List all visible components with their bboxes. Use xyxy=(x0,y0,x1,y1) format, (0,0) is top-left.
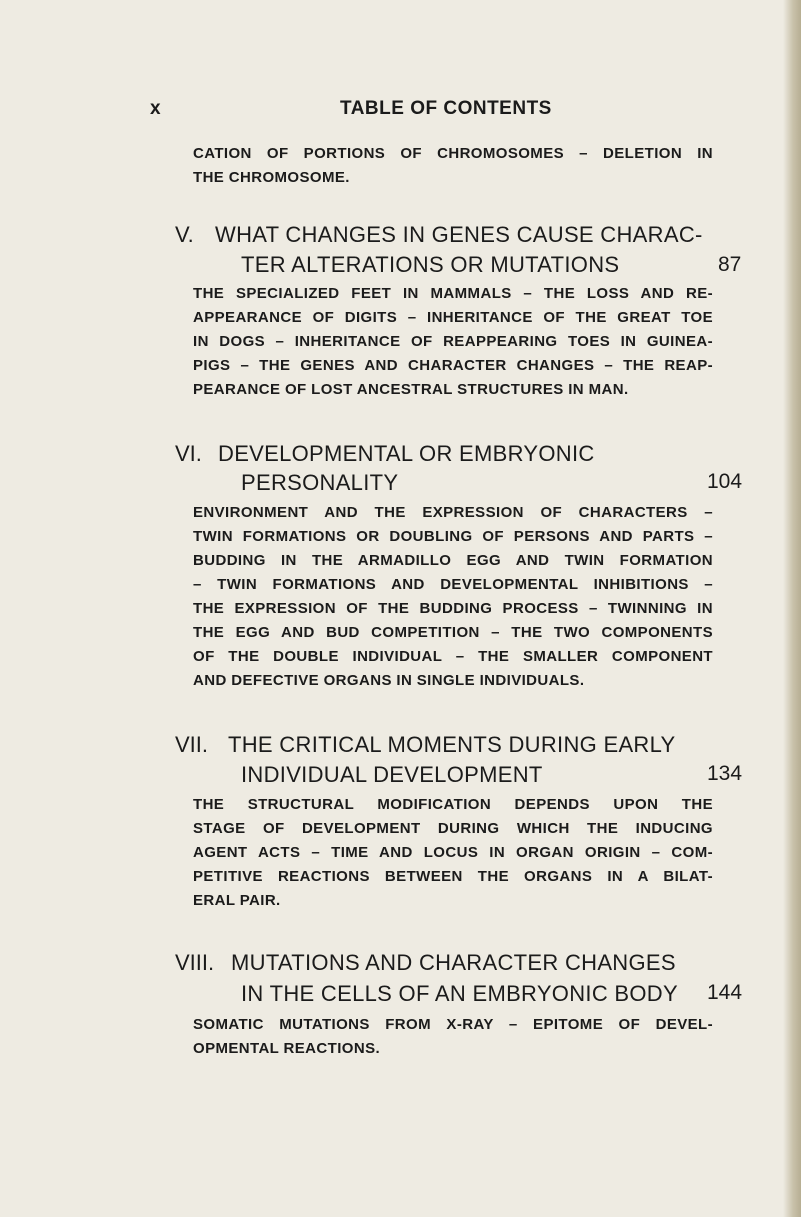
chapter-title-line: IN THE CELLS OF AN EMBRYONIC BODY xyxy=(241,981,678,1006)
running-head-title: TABLE OF CONTENTS xyxy=(340,98,552,119)
summary-line: ERAL PAIR. xyxy=(193,892,281,909)
page-folio: x xyxy=(150,98,162,119)
summary-line: AGENT ACTS – TIME AND LOCUS IN ORGAN ORIGIN – COM- xyxy=(193,844,713,861)
continued-summary xyxy=(193,142,713,190)
chapter-page-number: 104 xyxy=(707,470,743,493)
summary-line: CATION OF PORTIONS OF CHROMOSOMES – DELETION IN xyxy=(193,145,713,162)
page-edge-shadow xyxy=(783,0,801,1217)
chapter-title-line: WHAT CHANGES IN GENES CAUSE CHARAC- xyxy=(215,222,703,247)
chapter-title-line: DEVELOPMENTAL OR EMBRYONIC xyxy=(218,441,595,466)
chapter-title-line: PERSONALITY xyxy=(241,470,399,495)
summary-line: AND DEFECTIVE ORGANS IN SINGLE INDIVIDUALS. xyxy=(193,672,585,689)
chapter-summary xyxy=(193,282,713,402)
summary-line: THE EXPRESSION OF THE BUDDING PROCESS – TWINNING IN xyxy=(193,600,713,617)
chapter-title-line: MUTATIONS AND CHARACTER CHANGES xyxy=(231,950,676,975)
chapter-page-number: 87 xyxy=(718,253,742,276)
chapter-page-number: 144 xyxy=(707,981,743,1004)
chapter-number: VII. xyxy=(175,732,209,757)
summary-line: STAGE OF DEVELOPMENT DURING WHICH THE INDUCING xyxy=(193,820,713,837)
running-head xyxy=(0,98,801,128)
summary-line: IN DOGS – INHERITANCE OF REAPPEARING TOES IN GUINEA- xyxy=(193,333,713,350)
summary-line: PETITIVE REACTIONS BETWEEN THE ORGANS IN A BILAT- xyxy=(193,868,713,885)
summary-line: – TWIN FORMATIONS AND DEVELOPMENTAL INHIBITIONS – xyxy=(193,576,713,593)
summary-line: THE EGG AND BUD COMPETITION – THE TWO COMPONENTS xyxy=(193,624,713,641)
chapter-title-line: TER ALTERATIONS OR MUTATIONS xyxy=(241,252,620,277)
chapter-page-number: 134 xyxy=(707,762,743,785)
summary-line: TWIN FORMATIONS OR DOUBLING OF PERSONS AND PARTS – xyxy=(193,528,713,545)
summary-line: OF THE DOUBLE INDIVIDUAL – THE SMALLER COMPONENT xyxy=(193,648,713,665)
summary-line: THE SPECIALIZED FEET IN MAMMALS – THE LOSS AND RE- xyxy=(193,285,713,302)
chapter-summary xyxy=(193,501,713,693)
summary-line: APPEARANCE OF DIGITS – INHERITANCE OF THE GREAT TOE xyxy=(193,309,713,326)
chapter-summary xyxy=(193,793,713,913)
summary-line: PIGS – THE GENES AND CHARACTER CHANGES – THE REAP- xyxy=(193,357,713,374)
summary-line: OPMENTAL REACTIONS. xyxy=(193,1040,381,1057)
summary-line: THE CHROMOSOME. xyxy=(193,169,350,186)
chapter-number: VIII. xyxy=(175,950,215,975)
chapter-title-line: THE CRITICAL MOMENTS DURING EARLY xyxy=(228,732,676,757)
chapter-summary xyxy=(193,1013,713,1061)
chapter-number: VI. xyxy=(175,441,202,466)
summary-line: THE STRUCTURAL MODIFICATION DEPENDS UPON THE xyxy=(193,796,713,813)
summary-line: ENVIRONMENT AND THE EXPRESSION OF CHARACTERS – xyxy=(193,504,713,521)
summary-line: BUDDING IN THE ARMADILLO EGG AND TWIN FORMATION xyxy=(193,552,713,569)
chapter-title-line: INDIVIDUAL DEVELOPMENT xyxy=(241,762,543,787)
summary-line: PEARANCE OF LOST ANCESTRAL STRUCTURES IN MAN. xyxy=(193,381,629,398)
summary-line: SOMATIC MUTATIONS FROM X-RAY – EPITOME OF DEVEL- xyxy=(193,1016,713,1033)
chapter-number: V. xyxy=(175,222,194,247)
